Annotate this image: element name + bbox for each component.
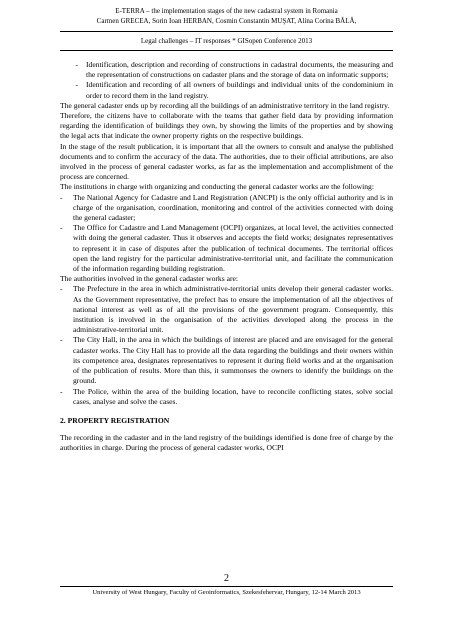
list-item: - Identification and recording of all owners of buildings and individual units of the condominium in order to record them in the land registry.	[75, 80, 393, 100]
page-footer: University of West Hungary, Faculty of Geoinformatics, Szekesfehervar, Hungary, 12-14 March 2013	[92, 589, 361, 596]
header-rule-lower	[60, 50, 393, 51]
header-title: E-TERRA – the implementation stages of the new cadastral system in Romania	[115, 7, 338, 15]
paragraph: The authorities involved in the general cadaster works are:	[60, 274, 238, 284]
header-authors: Carmen GRECEA, Sorin Ioan HERBAN, Cosmin Constantin MUŞAT, Alina Corina BĂLĂ,	[96, 16, 357, 25]
list-item: - The Prefecture in the area in which administrative-territorial units develop their general cadaster works. As the Government representative, the prefect has to ensure the implementation of all the objectives of national interest as well as of all the provisions of the government program. Consequently, this institution is involved in the organisation of the activities developed along the process in the administrative-territorial unit.	[60, 284, 393, 335]
footer-rule	[60, 586, 393, 587]
page-number: 2	[224, 573, 229, 584]
paragraph: The recording in the cadaster and in the land registry of the buildings identified is done free of charge by the authorities in charge. During the process of general cadaster works, OCPI	[60, 433, 393, 453]
paragraph: The institutions in charge with organizing and conducting the general cadaster works are the following:	[60, 182, 374, 192]
section-heading: 2. PROPERTY REGISTRATION	[60, 415, 170, 425]
body-text	[60, 60, 393, 454]
paragraph: The general cadaster ends up by recording all the buildings of an administrative territory in the land registry.	[60, 100, 390, 110]
list-item: - Identification, description and recording of constructions in cadastral documents, the measuring and the representation of constructions on cadaster plans and the storage of data on informatic supports;	[75, 60, 393, 80]
paragraph: Therefore, the citizens have to collaborate with the teams that gather field data by providing information regarding the identification of buildings they own, by showing the limits of the properties and by showing the legal acts that indicate the owner property rights on the respective buildings.	[60, 111, 393, 141]
header-conference: Legal challenges – IT responses * GISopen Conference 2013	[140, 37, 313, 45]
header-rule	[60, 31, 393, 32]
list-item: - The Office for Cadastre and Land Management (OCPI) organizes, at local level, the activities connected with doing the general cadaster. Thus it observes and accepts the field works; designates representatives to represent it in case of disputes after the publication of technical documents. The territorial offices open the land registry for the particular administrative-territorial unit, and facilitate the communication of the information regarding building registration.	[60, 223, 393, 274]
list-item: - The Police, within the area of the building location, have to reconcile conflicting states, solve social cases, analyse and solve the cases.	[60, 386, 393, 406]
running-header	[60, 7, 393, 26]
list-item: - The City Hall, in the area in which the buildings of interest are placed and are envisaged for the general cadaster works. The City Hall has to provide all the data regarding the buildings and their owners within its competence area, designates representatives to represent it during field works and at the organisation of the publication of results. More than this, it summonses the owners to identify the buildings on the ground.	[60, 335, 393, 386]
list-item: - The National Agency for Cadastre and Land Registration (ANCPI) is the only official authority and is in charge of the organisation, coordination, monitoring and control of the activities connected with doing the general cadaster;	[60, 192, 393, 223]
paragraph: In the stage of the result publication, it is important that all the owners to consult and analyse the published documents and to confirm the accuracy of the data. The authorities, due to their official attributions, are also involved in the process of general cadaster works, as far as the implementation and accomplishment of the process are concerned.	[60, 141, 393, 182]
